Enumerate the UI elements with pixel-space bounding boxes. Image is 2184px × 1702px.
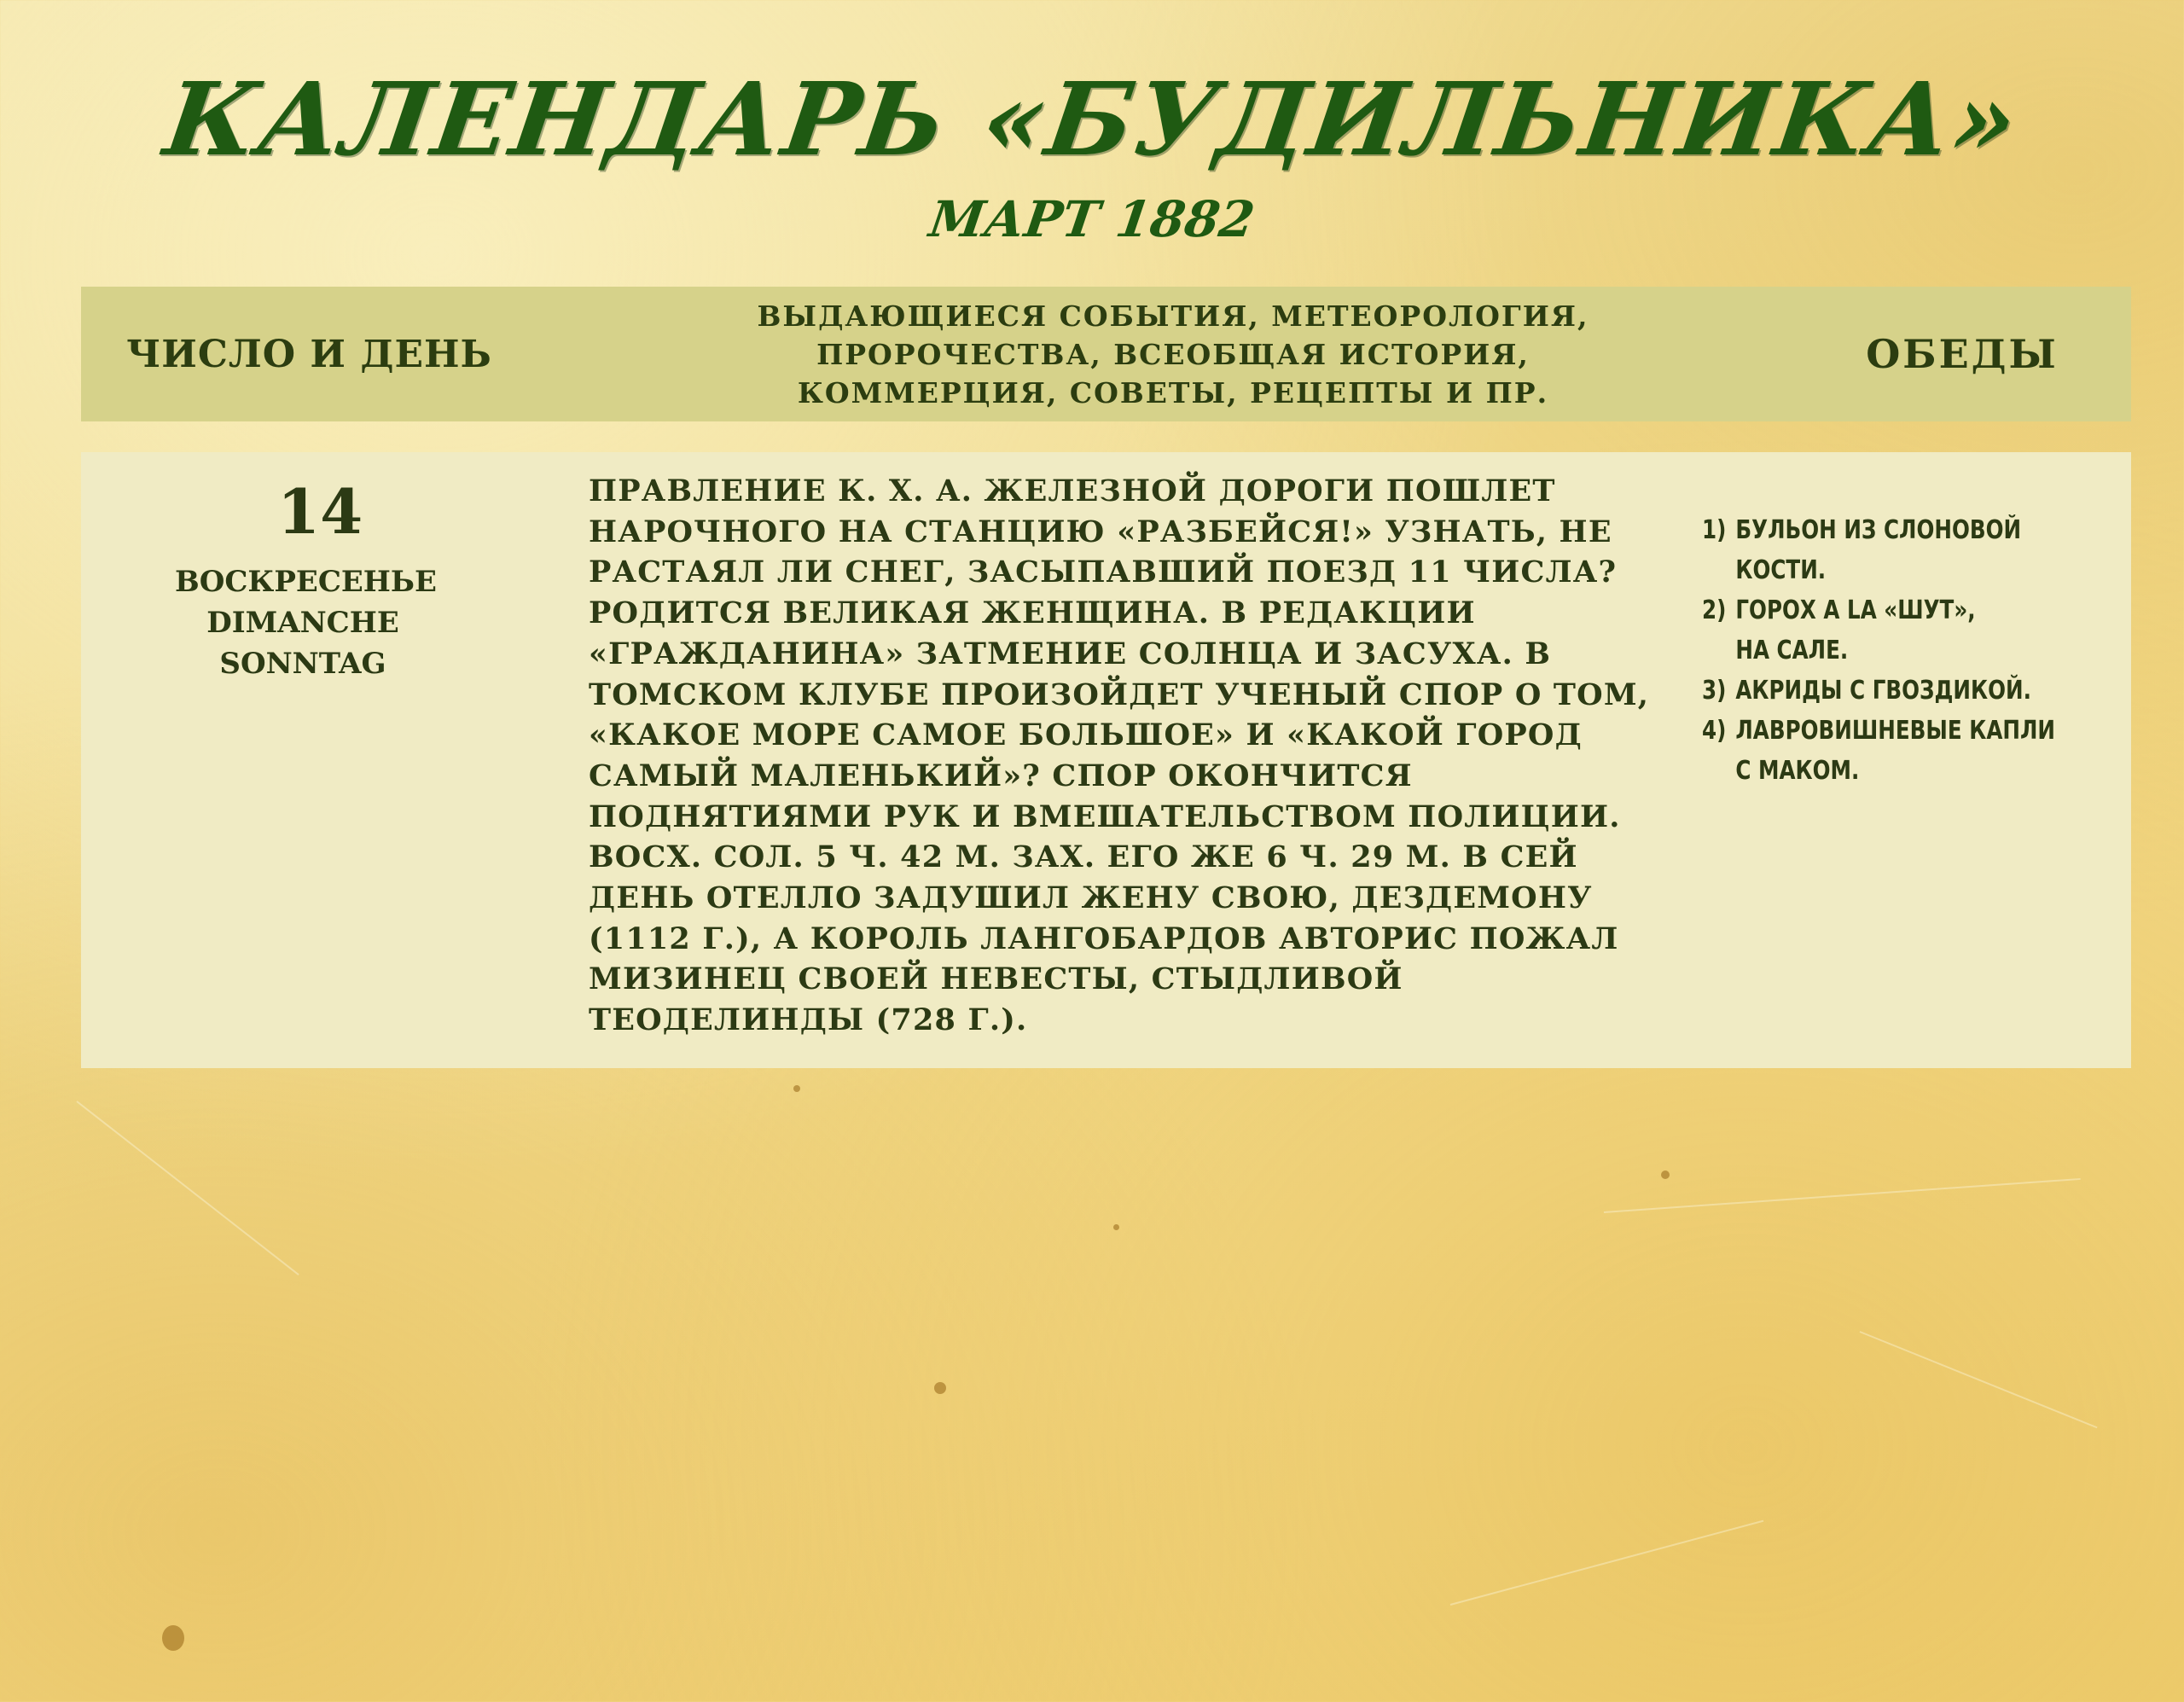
events-line: ДЕНЬ ОТЕЛЛО ЗАДУШИЛ ЖЕНУ СВОЮ, ДЕЗДЕМОНУ [589,880,1593,916]
dinner-menu [1702,510,2056,791]
menu-item-line: ГОРОХ А LA «ШУТ», [1735,595,1976,625]
menu-item [1702,510,2052,590]
menu-item-line: НА САЛЕ. [1735,636,1849,665]
day-name-french: DIMANCHE [206,606,399,640]
paper-scratch [1450,1520,1764,1606]
table-row [81,452,2131,1068]
events-line: ПОДНЯТИЯМИ РУК И ВМЕШАТЕЛЬСТВОМ ПОЛИЦИИ. [589,799,1621,834]
menu-item-text [1735,510,2021,590]
events-line: ТЕОДЕЛИНДЫ (728 Г.). [589,1002,1028,1038]
events-line: «КАКОЕ МОРЕ САМОЕ БОЛЬШОЕ» И «КАКОЙ ГОРОД [589,717,1583,753]
menu-item-line: С МАКОМ. [1735,756,1860,786]
events-text [589,471,1740,1041]
menu-item-line: КОСТИ. [1735,555,1827,585]
header-date-day: ЧИСЛО И ДЕНЬ [126,332,492,376]
day-names [175,561,437,684]
events-line: МИЗИНЕЦ СВОЕЙ НЕВЕСТЫ, СТЫДЛИВОЙ [589,961,1403,997]
menu-item-number: 3) [1702,676,1727,706]
events-line: РОДИТСЯ ВЕЛИКАЯ ЖЕНЩИНА. В РЕДАКЦИИ [589,595,1476,631]
page-title: КАЛЕНДАРЬ «БУДИЛЬНИКА» [158,60,2026,178]
paper-stain [1113,1224,1119,1230]
paper-stain [1661,1170,1670,1179]
menu-item [1702,671,2052,711]
paper-stain [162,1625,184,1651]
day-name-russian: ВОСКРЕСЕНЬЕ [175,565,437,599]
events-line: «ГРАЖДАНИНА» ЗАТМЕНИЕ СОЛНЦА И ЗАСУХА. В [589,636,1552,671]
menu-item-line: АКРИДЫ С ГВОЗДИКОЙ. [1735,676,2031,706]
paper-stain [934,1382,946,1394]
menu-item-line: ЛАВРОВИШНЕВЫЕ КАПЛИ [1735,716,2056,746]
day-name-german: SONNTAG [219,647,386,681]
events-line: САМЫЙ МАЛЕНЬКИЙ»? СПОР ОКОНЧИТСЯ [589,758,1413,793]
events-line: (1112 Г.), А КОРОЛЬ ЛАНГОБАРДОВ АВТОРИС ПОЖАЛ [589,921,1619,956]
menu-item-number: 4) [1702,716,1727,746]
menu-item-number: 1) [1702,515,1727,545]
paper-scratch [1860,1331,2098,1428]
menu-item-line: БУЛЬОН ИЗ СЛОНОВОЙ [1735,515,2022,545]
menu-item-text [1735,590,1975,671]
page-subtitle: МАРТ 1882 [926,190,1258,248]
events-line: ТОМСКОМ КЛУБЕ ПРОИЗОЙДЕТ УЧЕНЫЙ СПОР О ТОМ, [589,677,1650,712]
events-line: ВОСХ. СОЛ. 5 Ч. 42 М. ЗАХ. ЕГО ЖЕ 6 Ч. 29 М. В СЕЙ [589,839,1578,875]
events-line: НАРОЧНОГО НА СТАНЦИЮ «РАЗБЕЙСЯ!» УЗНАТЬ, НЕ [589,514,1612,549]
paper-scratch [1604,1178,2081,1213]
menu-item [1702,590,2052,671]
paper-scratch [76,1101,299,1275]
header-events [627,287,1719,421]
menu-item-text [1735,671,2031,711]
day-number: 14 [277,475,363,548]
events-line: ПРАВЛЕНИЕ К. Х. А. ЖЕЛЕЗНОЙ ДОРОГИ ПОШЛЕТ [589,473,1556,508]
header-events-line: КОММЕРЦИЯ, СОВЕТЫ, РЕЦЕПТЫ И ПР. [797,375,1549,410]
header-dinners: ОБЕДЫ [1866,331,2059,377]
events-line: РАСТАЯЛ ЛИ СНЕГ, ЗАСЫПАВШИЙ ПОЕЗД 11 ЧИСЛА? [589,555,1618,590]
menu-item [1702,711,2056,791]
table-header [81,287,2131,421]
menu-item-text [1735,711,2055,791]
menu-item-number: 2) [1702,595,1727,625]
header-events-line: ПРОРОЧЕСТВА, ВСЕОБЩАЯ ИСТОРИЯ, [816,337,1530,371]
paper-stain [793,1085,800,1092]
header-events-line: ВЫДАЮЩИЕСЯ СОБЫТИЯ, МЕТЕОРОЛОГИЯ, [757,299,1589,333]
